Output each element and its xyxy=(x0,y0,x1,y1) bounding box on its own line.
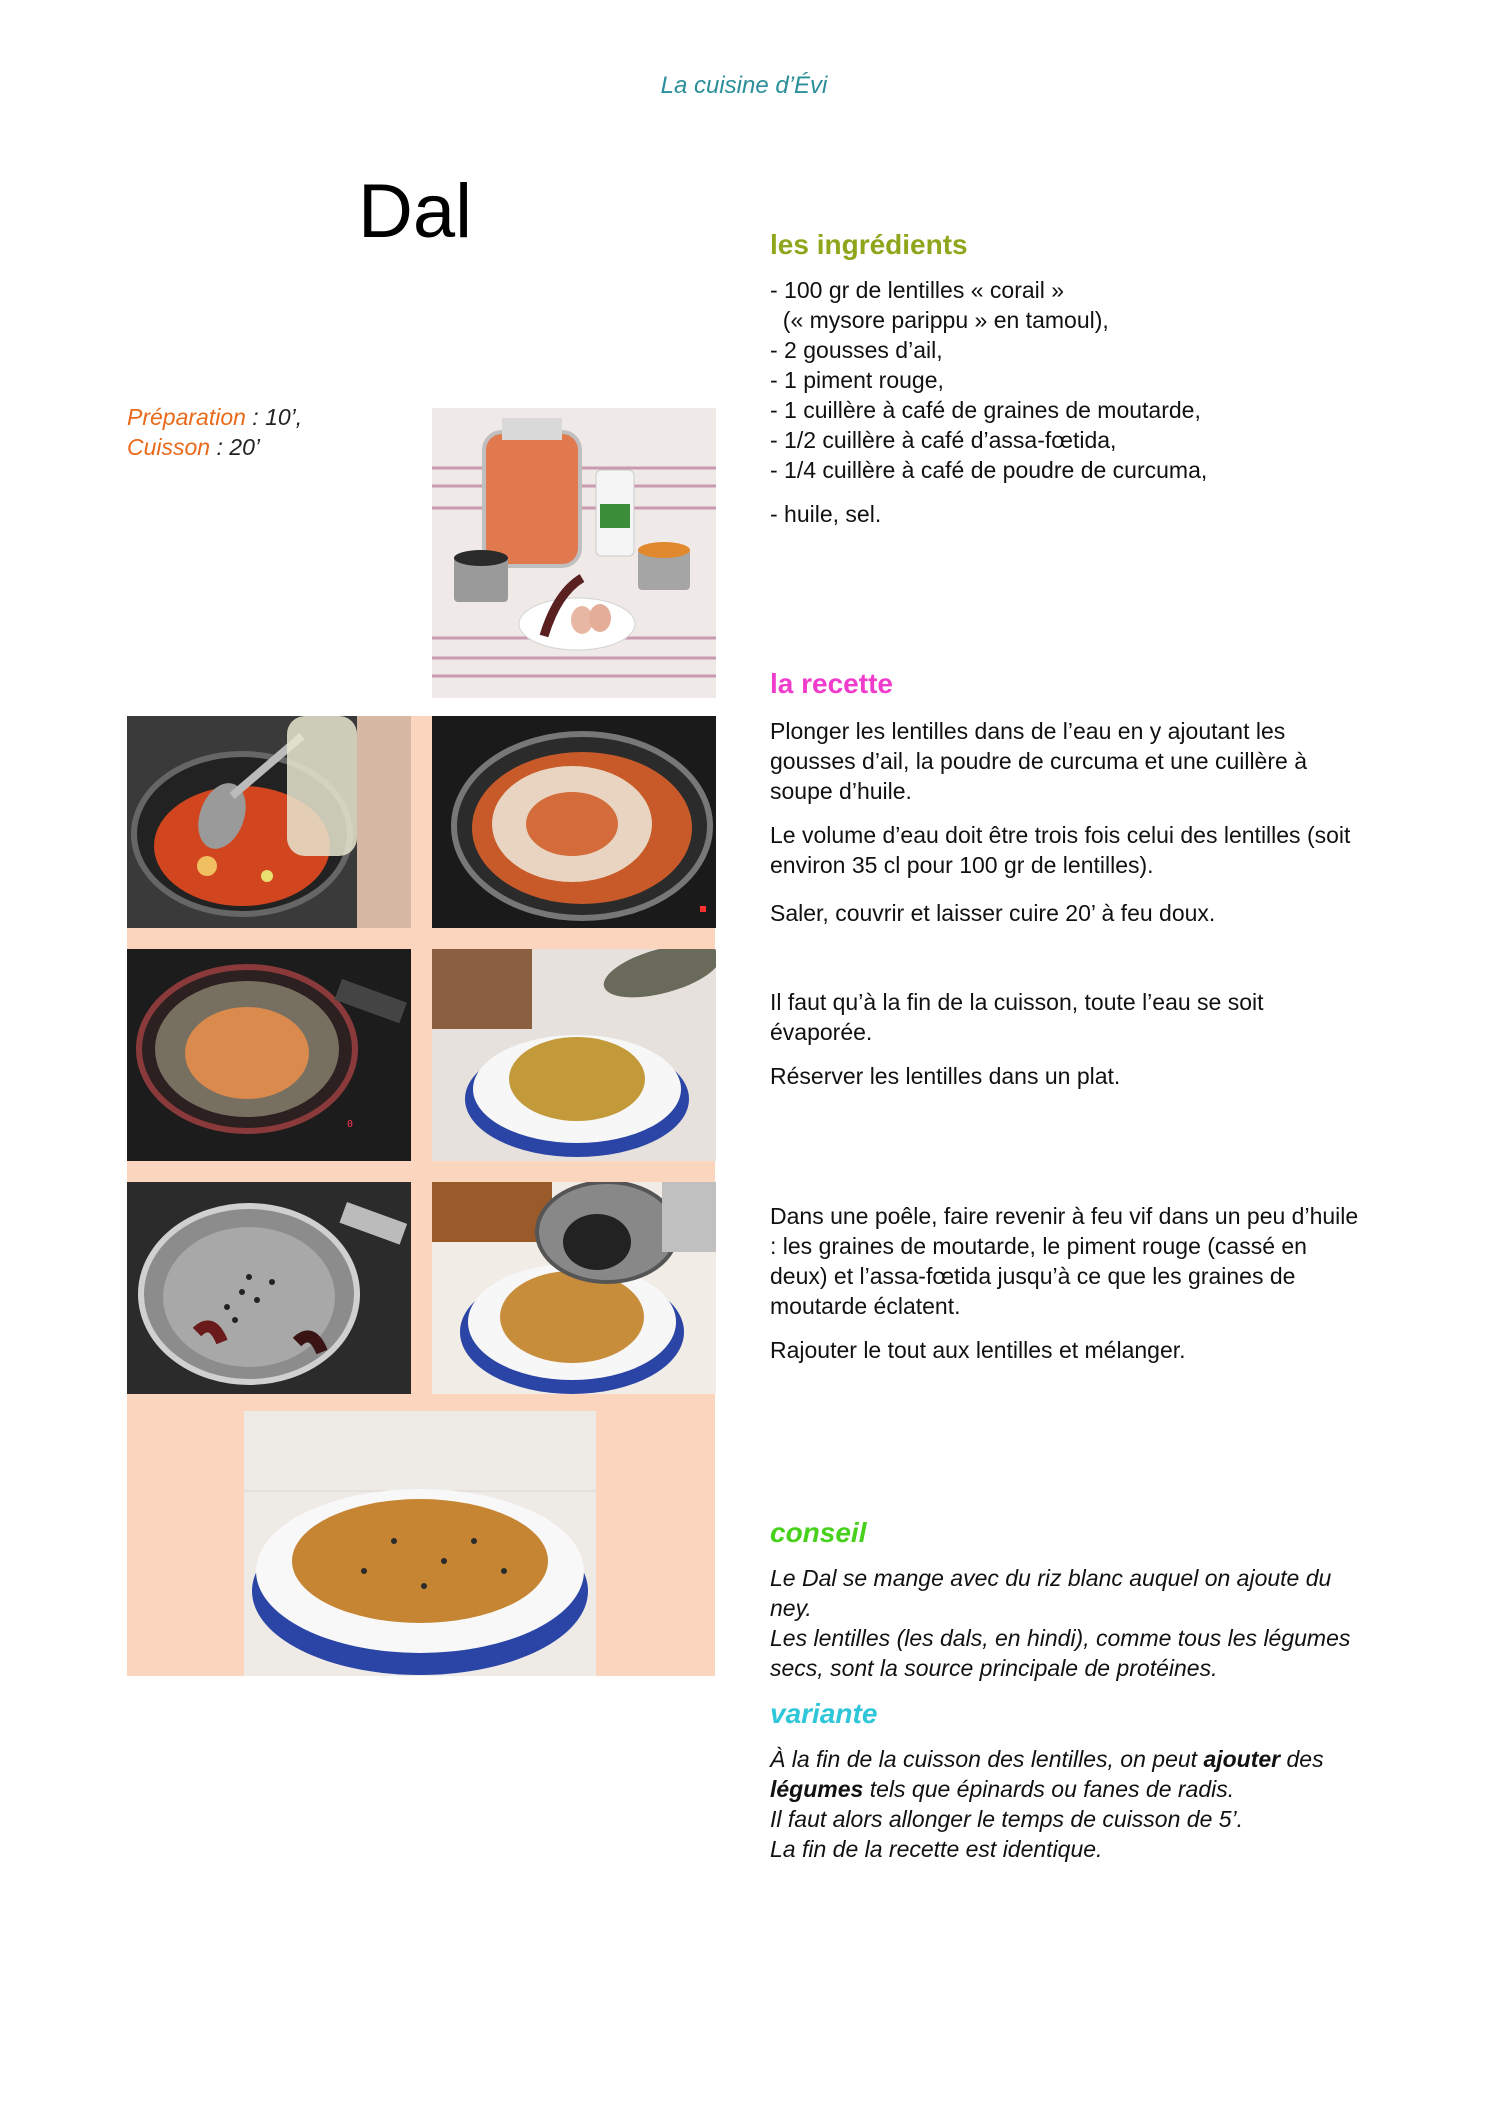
adding-tempering-photo xyxy=(432,1182,716,1394)
ingredient-line: - 100 gr de lentilles « corail » xyxy=(770,277,1065,303)
ingredients-photo xyxy=(432,408,716,698)
cook-label: Cuisson xyxy=(127,434,211,460)
ingredients-list xyxy=(770,275,1410,529)
prep-cook-times xyxy=(127,402,302,462)
page-title: Dal xyxy=(358,169,473,254)
variante-text-part: À la fin de la cuisson des lentilles, on peut xyxy=(770,1746,1204,1772)
variante-text-part: des xyxy=(1280,1746,1324,1772)
recipe-paragraph: Le volume d’eau doit être trois fois celui des lentilles (soit environ 35 cl pour 100 gr de lentilles). xyxy=(770,822,1351,878)
ingredients-heading: les ingrédients xyxy=(770,229,968,260)
prep-time xyxy=(127,402,302,432)
variante-line xyxy=(770,1744,1370,1804)
conseil-heading: conseil xyxy=(770,1517,867,1548)
ingredient-line: - 1/2 cuillère à café d’assa-fœtida, xyxy=(770,427,1117,453)
recipe-step-3 xyxy=(770,1201,1370,1365)
variante-text-part: tels que épinards ou fanes de radis. xyxy=(863,1776,1235,1802)
cooked-lentils-pan-photo xyxy=(127,949,411,1161)
recipe-paragraph: Il faut qu’à la fin de la cuisson, toute l’eau se soit évaporée. xyxy=(770,989,1264,1045)
variante-text xyxy=(770,1744,1370,1864)
recipe-paragraph: Rajouter le tout aux lentilles et mélanger. xyxy=(770,1337,1186,1363)
svg-text:0: 0 xyxy=(347,1119,354,1130)
ingredient-line: - 1 cuillère à café de graines de moutarde, xyxy=(770,397,1201,423)
ingredient-line: - huile, sel. xyxy=(770,501,882,527)
conseil-line: Les lentilles (les dals, en hindi), comme tous les légumes secs, sont la source principale de protéines. xyxy=(770,1625,1351,1681)
recipe-heading: la recette xyxy=(770,668,893,699)
variante-heading: variante xyxy=(770,1698,878,1729)
variante-bold: légumes xyxy=(770,1776,864,1802)
recipe-paragraph: Réserver les lentilles dans un plat. xyxy=(770,1063,1121,1089)
site-title: La cuisine d’Évi xyxy=(660,72,828,99)
recipe-step-2 xyxy=(770,987,1370,1091)
variante-bold: ajouter xyxy=(1203,1746,1281,1772)
recipe-paragraph: Dans une poêle, faire revenir à feu vif dans un peu d’huile : les graines de moutarde, le piment rouge (cassé en deux) et l’assa-fœtida jusqu’à ce que les graines de moutarde éclatent. xyxy=(770,1203,1359,1319)
pouring-oil-photo xyxy=(127,716,411,928)
recipe-paragraph: Saler, couvrir et laisser cuire 20’ à feu doux. xyxy=(770,900,1216,926)
variante-line: La fin de la recette est identique. xyxy=(770,1836,1103,1862)
ingredient-line: (« mysore parippu » en tamoul), xyxy=(770,307,1109,333)
ingredient-line: - 1/4 cuillère à café de poudre de curcuma, xyxy=(770,457,1208,483)
boiling-lentils-photo xyxy=(432,716,716,928)
final-dal-photo xyxy=(244,1411,596,1676)
ingredient-line: - 1 piment rouge, xyxy=(770,367,944,393)
variante-line: Il faut alors allonger le temps de cuisson de 5’. xyxy=(770,1806,1244,1832)
mustard-seeds-pan-photo xyxy=(127,1182,411,1394)
cook-value: : 20’ xyxy=(210,434,260,460)
recipe-step-1 xyxy=(770,716,1370,928)
ingredient-line: - 2 gousses d’ail, xyxy=(770,337,943,363)
cook-time xyxy=(127,432,302,462)
prep-value: : 10’, xyxy=(245,404,303,430)
prep-label: Préparation xyxy=(127,404,246,430)
conseil-text xyxy=(770,1563,1370,1683)
recipe-paragraph: Plonger les lentilles dans de l’eau en y ajoutant les gousses d’ail, la poudre de curcuma et une cuillère à soupe d’huile. xyxy=(770,718,1307,804)
conseil-line: Le Dal se mange avec du riz blanc auquel on ajoute du ney. xyxy=(770,1565,1332,1621)
lentils-in-bowl-photo xyxy=(432,949,716,1161)
